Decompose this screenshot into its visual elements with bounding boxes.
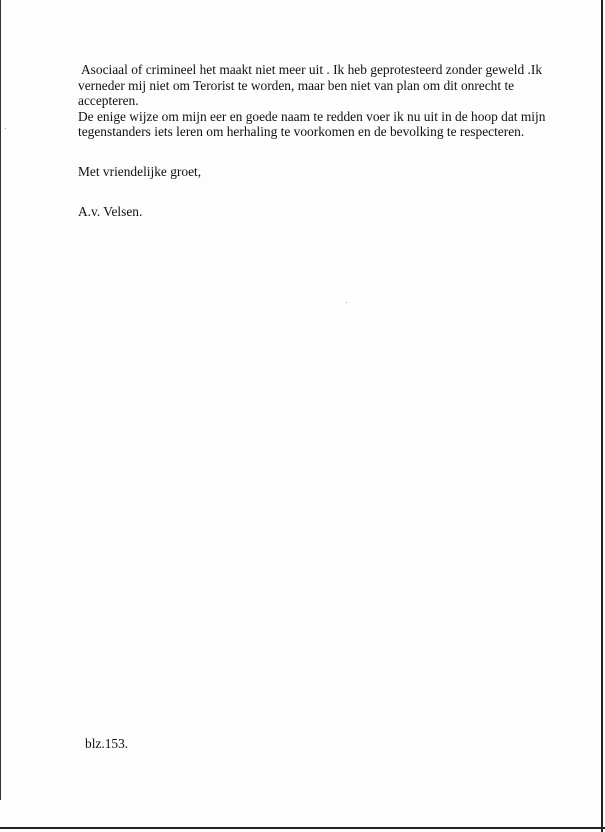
scan-edge-left [0,0,1,800]
scan-speck [346,302,347,303]
letter-greeting: Met vriendelijke groet, [78,164,202,179]
letter-signature: A.v. Velsen. [78,204,143,219]
scan-speck [5,128,6,129]
letter-body-line: De enige wijze om mijn eer en goede naam te redden voer ik nu uit in de hoop dat mijn [78,108,546,124]
letter-body-line: verneder mij niet om Terorist te worden, maar ben niet van plan om dit onrecht te [78,77,515,93]
letter-body-line: tegenstanders iets leren om herhaling te voorkomen en de bevolking te respecteren. [78,124,525,139]
letter-body-line: Asociaal of crimineel het maakt niet meer uit . Ik heb geprotesteerd zonder geweld .Ik [81,62,543,77]
scan-edge-right [601,0,603,832]
letter-body-line: accepteren. [78,93,139,108]
letter-body [78,62,546,140]
scan-edge-bottom [0,827,605,829]
page-number: blz.153. [85,736,129,751]
